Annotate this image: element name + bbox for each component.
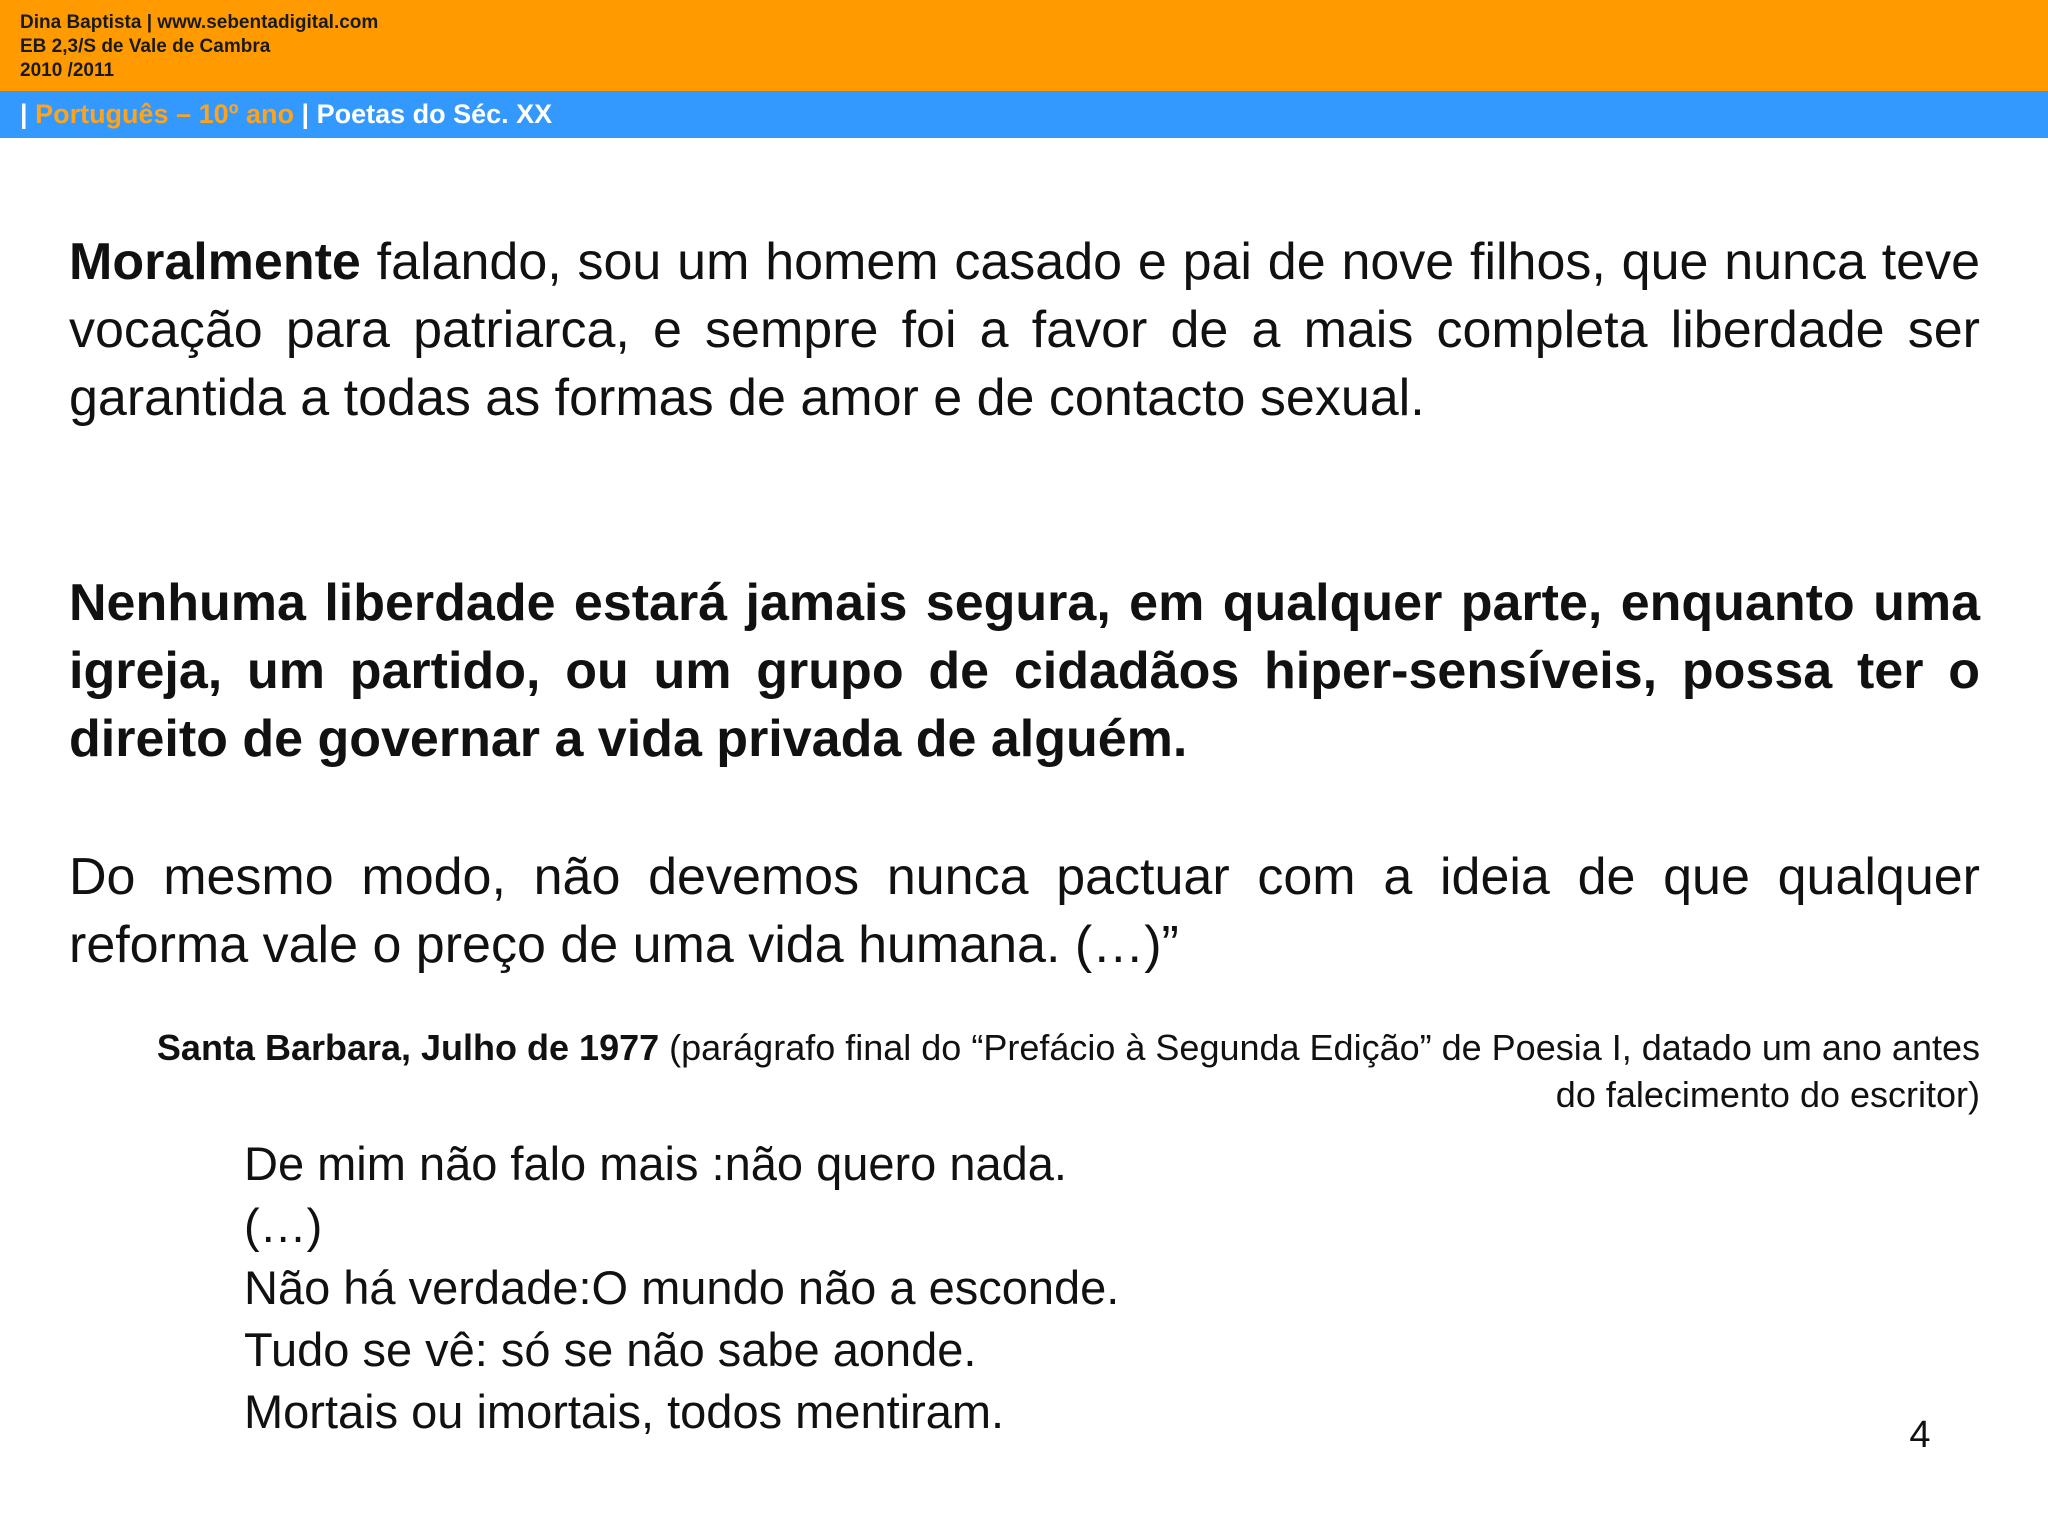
paragraph-moral [69,228,1980,432]
breadcrumb-inner [20,91,552,138]
paragraph-liberty: Nenhuma liberdade estará jamais segura, em qualquer parte, enquanto uma igreja, um partido, ou um grupo de cidadãos hiper-sensíveis, possa ter o direito de governar a vida privada de alguém. [69,574,1980,768]
year-line: 2010 /2011 [20,60,115,81]
paragraph-reform: Do mesmo modo, não devemos nunca pactuar com a ideia de que qualquer reforma vale o preço de uma vida humana. (…)” [69,848,1980,974]
breadcrumb-separator: | [20,99,36,129]
source-place-date: Santa Barbara, Julho de 1977 [156,1027,660,1068]
breadcrumb-separator: | [294,99,317,129]
poem-line: Mortais ou imortais, todos mentiram. [244,1385,1005,1438]
poem-line: Não há verdade:O mundo não a esconde. [244,1261,1120,1314]
breadcrumb-course: Português – 10º ano [35,99,294,129]
breadcrumb-topic: Poetas do Séc. XX [316,99,553,129]
source-note: (parágrafo final do “Prefácio à Segunda Edição” de Poesia I, datado um ano antes do falecimento do escritor) [659,1027,1980,1115]
paragraph-lead-word: Moralmente [69,233,361,291]
poem-line: (…) [244,1199,323,1252]
author-line: Dina Baptista | www.sebentadigital.com [20,12,379,33]
source-citation [120,1024,1980,1118]
school-line: EB 2,3/S de Vale de Cambra [20,36,271,57]
paragraph-text: falando, sou um homem casado e pai de nove filhos, que nunca teve vocação para patriarca, e sempre foi a favor de a mais completa liberdade ser garantida a todas as formas de amor e de contacto sexual. [69,233,1980,427]
poem-line: Tudo se vê: só se não sabe aonde. [244,1323,977,1376]
poem-excerpt [244,1133,1119,1443]
poem-line: De mim não falo mais :não quero nada. [244,1137,1067,1190]
page-number: 4 [1909,1414,1931,1456]
header-bar [0,0,2048,91]
breadcrumb [0,91,2048,138]
